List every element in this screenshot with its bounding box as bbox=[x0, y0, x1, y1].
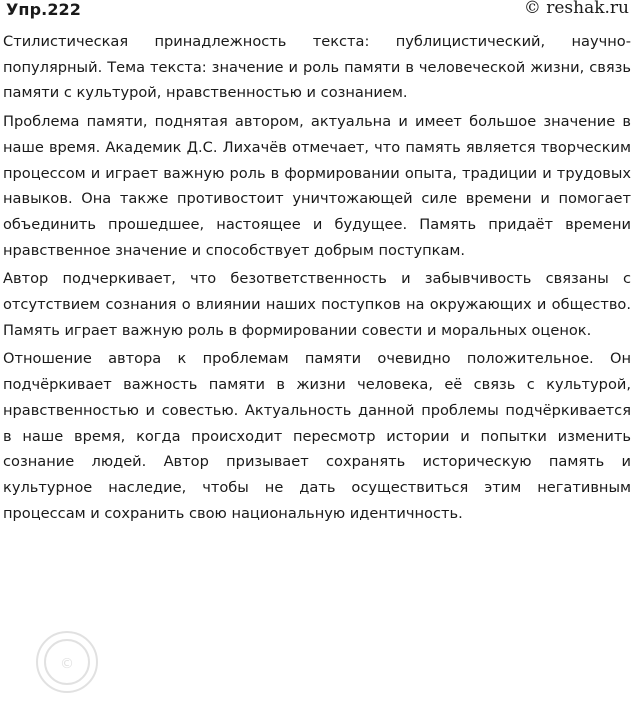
header bbox=[3, 0, 633, 24]
paragraph-problem: Проблема памяти, поднятая автором, актуальна и имеет большое значение в наше время. Академик Д.С. Лихачёв отмечает, что память является творческим процессом и играет важную роль в формировании опыта, традиции и трудовых навыков. Она также противостоит уничтожающей силе времени и помогает объединить прошедшее, настоящее и будущее. Память придаёт времени нравственное значение и способствует добрым поступкам. bbox=[3, 113, 631, 259]
site-credit: © reshak.ru bbox=[523, 0, 629, 18]
exercise-title: Упр.222 bbox=[6, 0, 82, 19]
answer-text bbox=[3, 29, 631, 526]
paragraph-author-position: Отношение автора к проблемам памяти очевидно положительное. Он подчёркивает важность памяти в жизни человека, её связь с культурой, нравственностью и совестью. Актуальность данной проблемы подчёркивается в наше время, когда происходит пересмотр истории и попытки изменить сознание людей. Автор призывает сохранять историческую память и культурное наследие, чтобы не дать осуществиться этим негативным процессам и сохранить свою национальную идентичность. bbox=[3, 350, 631, 522]
paragraph-style-theme: Стилистическая принадлежность текста: публицистический, научно-популярный. Тема текста: значение и роль памяти в человеческой жизни, связь памяти с культурой, нравственностью и сознанием. bbox=[3, 33, 631, 102]
paragraph-responsibility: Автор подчеркивает, что безответственность и забывчивость связаны с отсутствием сознания о влиянии наших поступков на окружающих и общество. Память играет важную роль в формировании совести и моральных оценок. bbox=[3, 270, 631, 339]
svg-text:©: © bbox=[60, 656, 74, 672]
reshak-watermark-logo bbox=[22, 590, 182, 700]
